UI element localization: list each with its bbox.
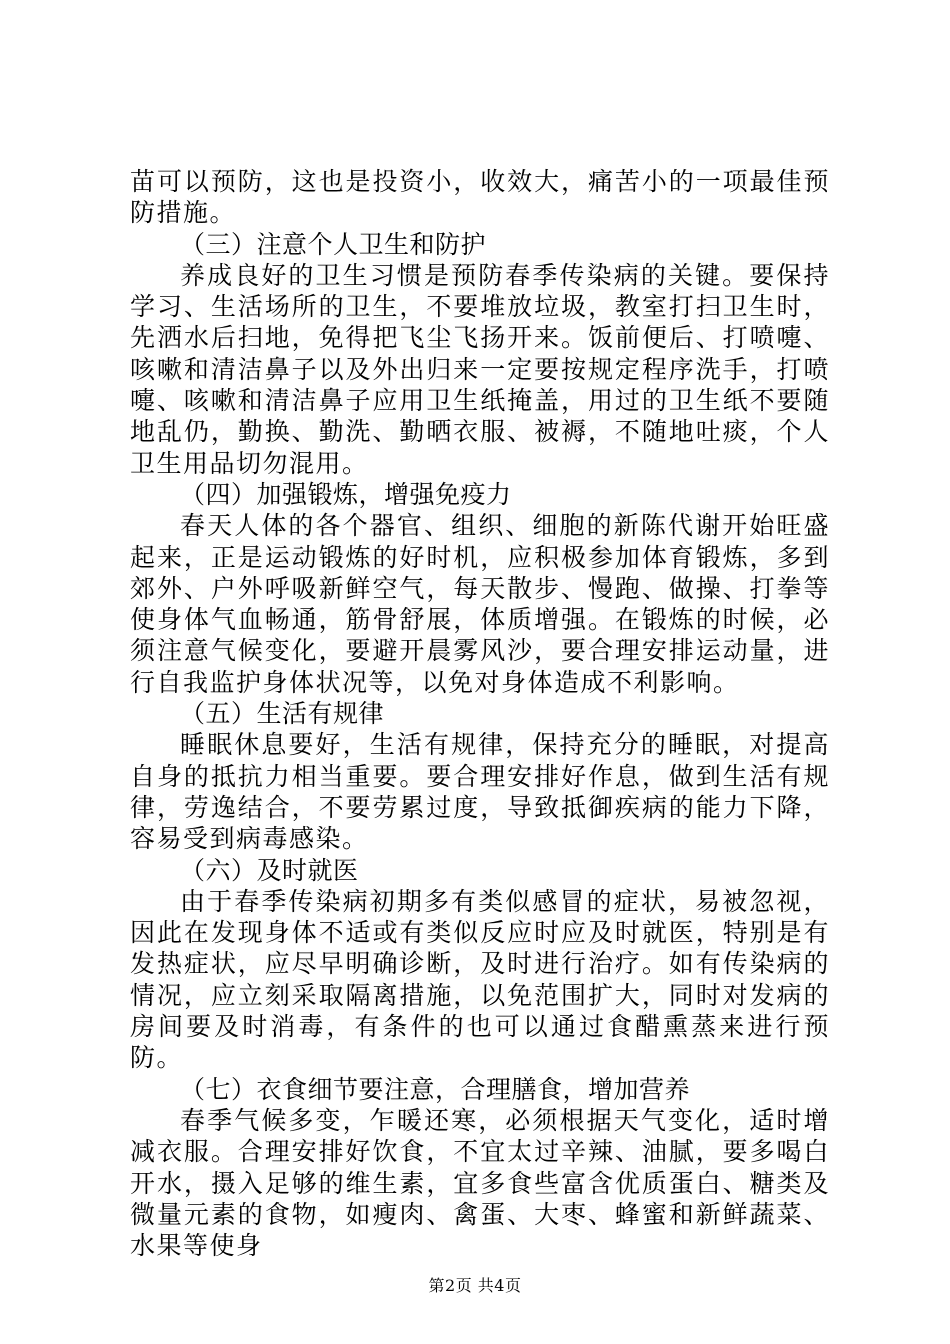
section-heading-5: （五）生活有规律 (180, 699, 385, 729)
paragraph-hygiene: 养成良好的卫生习惯是预防春季传染病的关键。要保持学习、生活场所的卫生，不要堆放垃圾，教室打扫卫生时，先洒水后扫地，免得把飞尘飞扬开来。饭前便后、打喷嚏、咳嗽和清洁鼻子以及外出归来一定要按规定程序洗手，打喷嚏、咳嗽和清洁鼻子应用卫生纸掩盖，用过的卫生纸不要随地乱仍，勤换、勤洗、勤晒衣服、被褥，不随地吐痰，个人卫生用品切勿混用。 (130, 260, 830, 478)
paragraph-medical: 由于春季传染病初期多有类似感冒的症状，易被忽视，因此在发现身体不适或有类似反应时应及时就医，特别是有发热症状，应尽早明确诊断，及时进行治疗。如有传染病的情况，应立刻采取隔离措施，以免范围扩大，同时对发病的房间要及时消毒，有条件的也可以通过食醋熏蒸来进行预防。 (130, 886, 830, 1073)
paragraph-exercise: 春天人体的各个器官、组织、细胞的新陈代谢开始旺盛起来，正是运动锻炼的好时机，应积极参加体育锻炼，多到郊外、户外呼吸新鲜空气，每天散步、慢跑、做操、打拳等使身体气血畅通，筋骨舒展，体质增强。在锻炼的时候，必须注意气候变化，要避开晨雾风沙，要合理安排运动量，进行自我监护身体状况等，以免对身体造成不利影响。 (130, 511, 830, 697)
section-heading-4: （四）加强锻炼，增强免疫力 (180, 479, 512, 509)
section-heading-7: （七）衣食细节要注意，合理膳食，增加营养 (180, 1074, 691, 1104)
page-number-label: 第2页 共4页 (428, 1276, 522, 1295)
section-heading-6: （六）及时就医 (180, 855, 359, 885)
section-heading-3: （三）注意个人卫生和防护 (180, 229, 487, 259)
document-body (130, 166, 830, 1261)
page-footer (0, 1273, 950, 1296)
paragraph-routine: 睡眠休息要好，生活有规律，保持充分的睡眠，对提高自身的抵抗力相当重要。要合理安排好作息，做到生活有规律，劳逸结合，不要劳累过度，导致抵御疾病的能力下降，容易受到病毒感染。 (130, 730, 830, 854)
paragraph-diet: 春季气候多变，乍暖还寒，必须根据天气变化，适时增减衣服。合理安排好饮食，不宜太过辛辣、油腻，要多喝白开水，摄入足够的维生素，宜多食些富含优质蛋白、糖类及微量元素的食物，如瘦肉、禽蛋、大枣、蜂蜜和新鲜蔬菜、水果等使身 (130, 1105, 830, 1261)
paragraph-continued: 苗可以预防，这也是投资小，收效大，痛苦小的一项最佳预防措施。 (130, 167, 830, 228)
